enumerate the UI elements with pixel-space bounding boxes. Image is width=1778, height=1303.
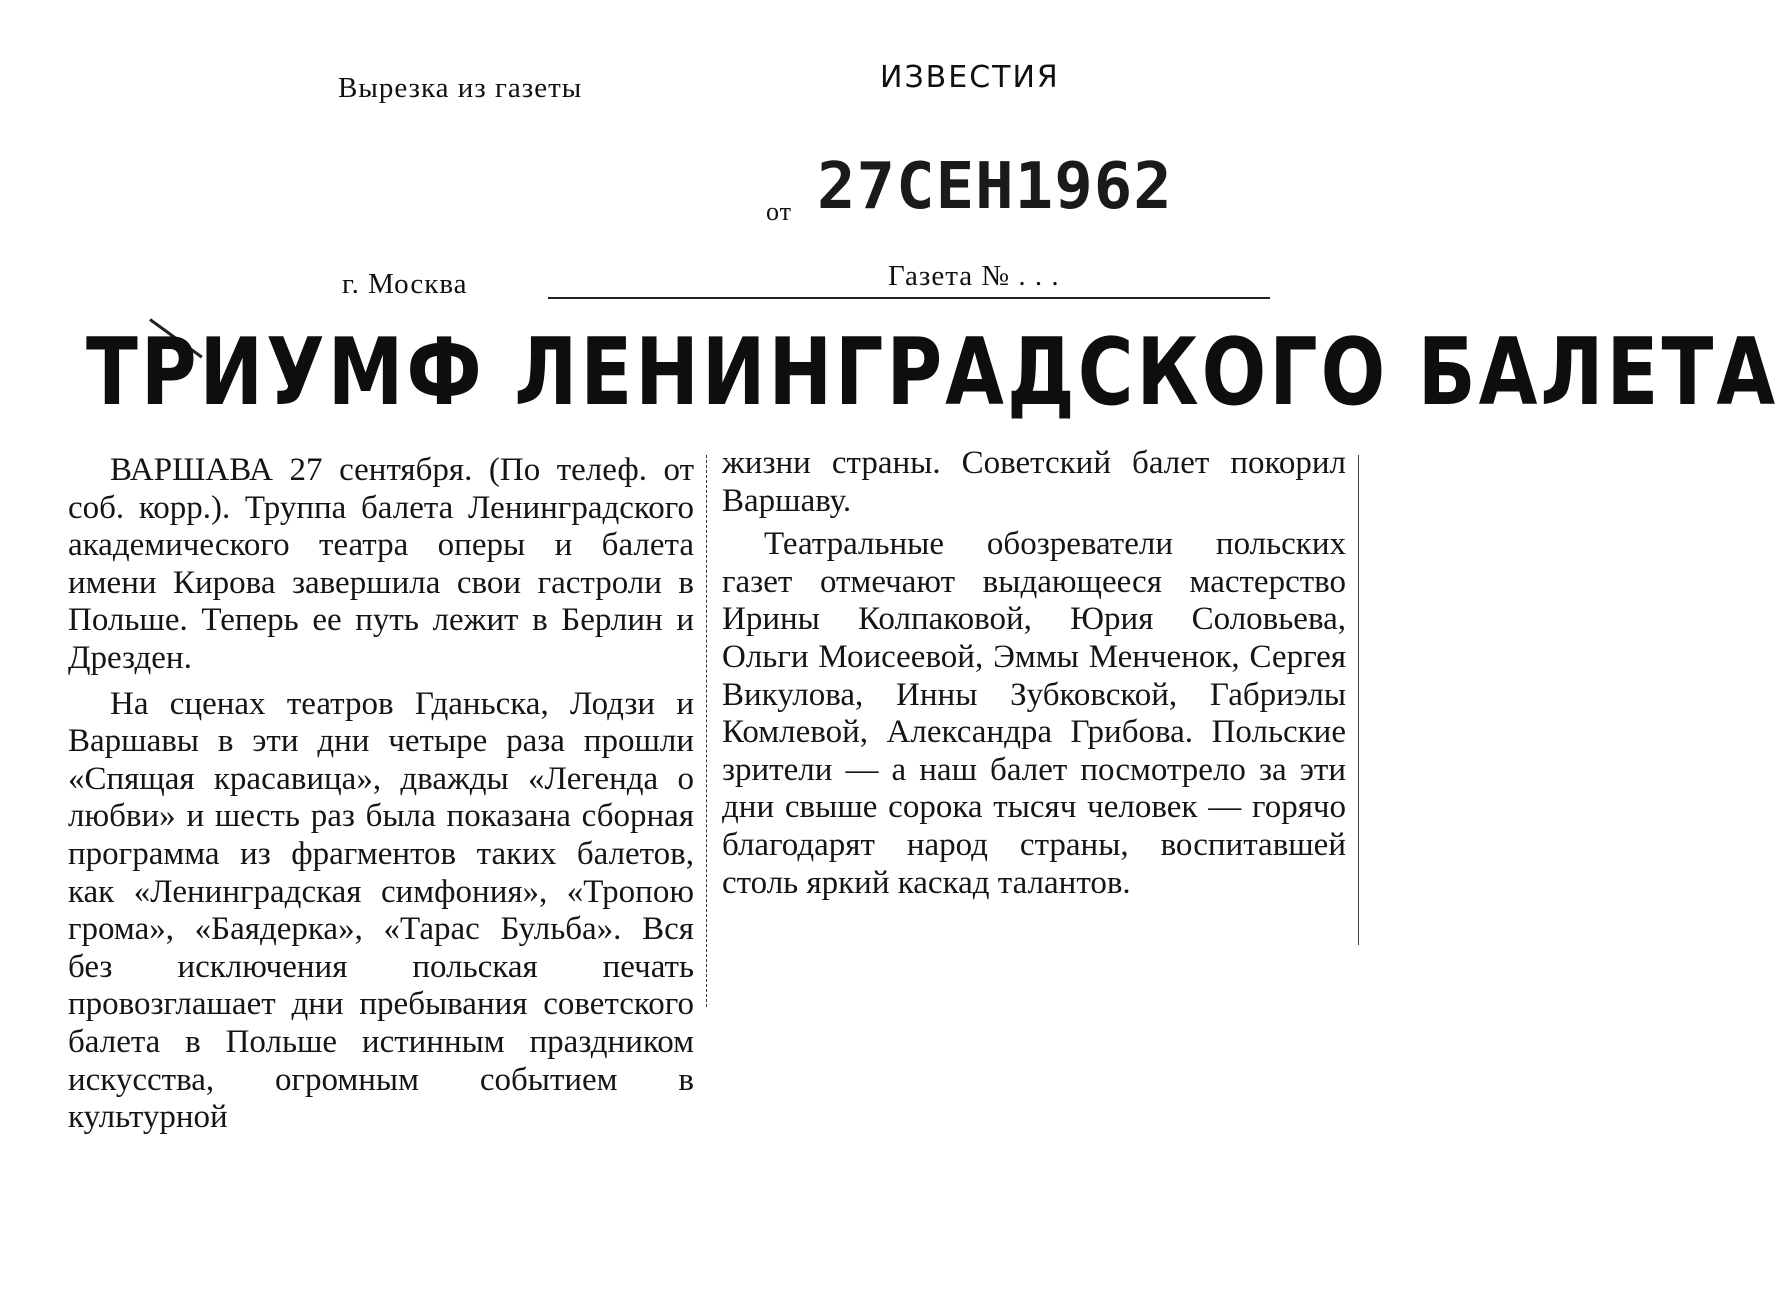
newspaper-name: ИЗВЕСТИЯ	[880, 60, 1060, 95]
issue-number-value: . . .	[1018, 260, 1060, 292]
article-column-right	[722, 445, 1346, 902]
article-paragraph: жизни страны. Советский балет покорил Варшаву.	[722, 445, 1346, 519]
issue-number-label	[888, 260, 1060, 293]
column-divider	[706, 455, 707, 1007]
article-paragraph: На сценах театров Гданьска, Лодзи и Варшавы в эти дни четыре раза прошли «Спящая красавица», дважды «Легенда о любви» и шесть раз была показана сборная программа из фрагментов таких балетов, как «Ленинградская симфония», «Тропою грома», «Баядерка», «Тарас Бульба». Вся без исключения польская печать провозглашает дни пребывания советского балета в Польше истинным праздником искусства, огромным событием в культурной	[68, 685, 694, 1136]
date-stamp: 27СЕН1962	[817, 150, 1173, 224]
article-paragraph: Театральные обозреватели польских газет отмечают выдающееся мастерство Ирины Колпаковой, Юрия Соловьева, Ольги Моисеевой, Эммы Менченок, Сергея Викулова, Инны Зубковской, Габриэлы Комлевой, Александра Грибова. Польские зрители — а наш балет посмотрело за эти дни свыше сорока тысяч человек — горячо благодарят народ страны, воспитавшей столь яркий каскад талантов.	[722, 526, 1346, 901]
issue-label-text: Газета №	[888, 260, 1011, 292]
header-rule	[548, 297, 1270, 299]
clipping-edge-line	[1358, 455, 1359, 945]
article-paragraph: ВАРШАВА 27 сентября. (По телеф. от соб. корр.). Труппа балета Ленинградского академического театра оперы и балета имени Кирова завершила свои гастроли в Польше. Теперь ее путь лежит в Берлин и Дрезден.	[68, 452, 694, 676]
date-prefix: от	[766, 197, 793, 226]
city-label: г. Москва	[342, 268, 468, 300]
clipping-source-label: Вырезка из газеты	[338, 72, 583, 104]
article-column-left	[68, 452, 694, 1137]
article-headline: ТРИУМФ ЛЕНИНГРАДСКОГО БАЛЕТА	[86, 317, 1778, 427]
